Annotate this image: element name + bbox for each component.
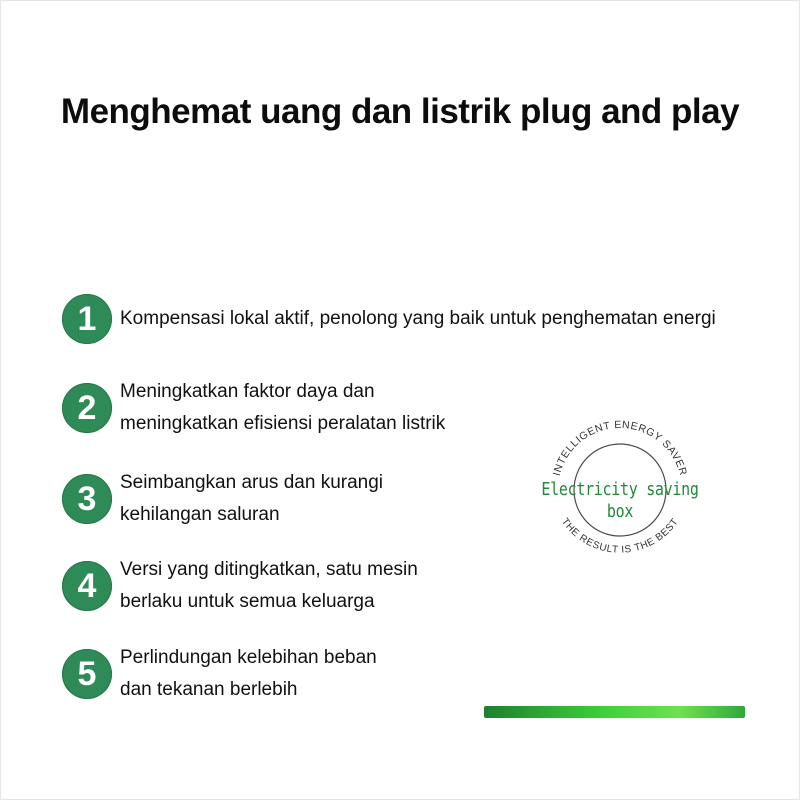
feature-number-badge: 2 <box>62 383 112 433</box>
seal-bottom-text: THE RESULT IS THE BEST <box>558 516 682 556</box>
feature-text <box>120 642 377 706</box>
feature-item-3 <box>62 467 383 531</box>
feature-text <box>120 376 445 440</box>
seal-center-text: Electricity saving box <box>541 478 699 522</box>
feature-line: Versi yang ditingkatkan, satu mesin <box>120 559 418 580</box>
feature-line: Meningkatkan faktor daya dan <box>120 381 375 402</box>
feature-item-1 <box>62 294 716 344</box>
feature-item-4 <box>62 554 418 618</box>
feature-text <box>120 554 418 618</box>
feature-number-badge: 3 <box>62 474 112 524</box>
feature-text <box>120 303 716 335</box>
feature-item-2 <box>62 376 445 440</box>
feature-line: dan tekanan berlebih <box>120 679 298 700</box>
green-accent-bar <box>484 706 745 718</box>
feature-line: berlaku untuk semua keluarga <box>120 591 375 612</box>
feature-line: kehilangan saluran <box>120 504 280 525</box>
feature-line: meningkatkan efisiensi peralatan listrik <box>120 413 446 434</box>
feature-line: Perlindungan kelebihan beban <box>120 647 377 668</box>
feature-line: Kompensasi lokal aktif, penolong yang baik untuk penghematan energi <box>120 308 716 329</box>
feature-number-badge: 1 <box>62 294 112 344</box>
feature-number-badge: 5 <box>62 649 112 699</box>
feature-number-badge: 4 <box>62 561 112 611</box>
feature-item-5 <box>62 642 377 706</box>
feature-line: Seimbangkan arus dan kurangi <box>120 472 384 493</box>
feature-text <box>120 467 383 531</box>
svg-text:INTELLIGENT ENERGY SAVER <box>551 419 689 477</box>
page-title: Menghemat uang dan listrik plug and play <box>60 92 740 131</box>
seal-top-text: INTELLIGENT ENERGY SAVER <box>550 418 690 478</box>
